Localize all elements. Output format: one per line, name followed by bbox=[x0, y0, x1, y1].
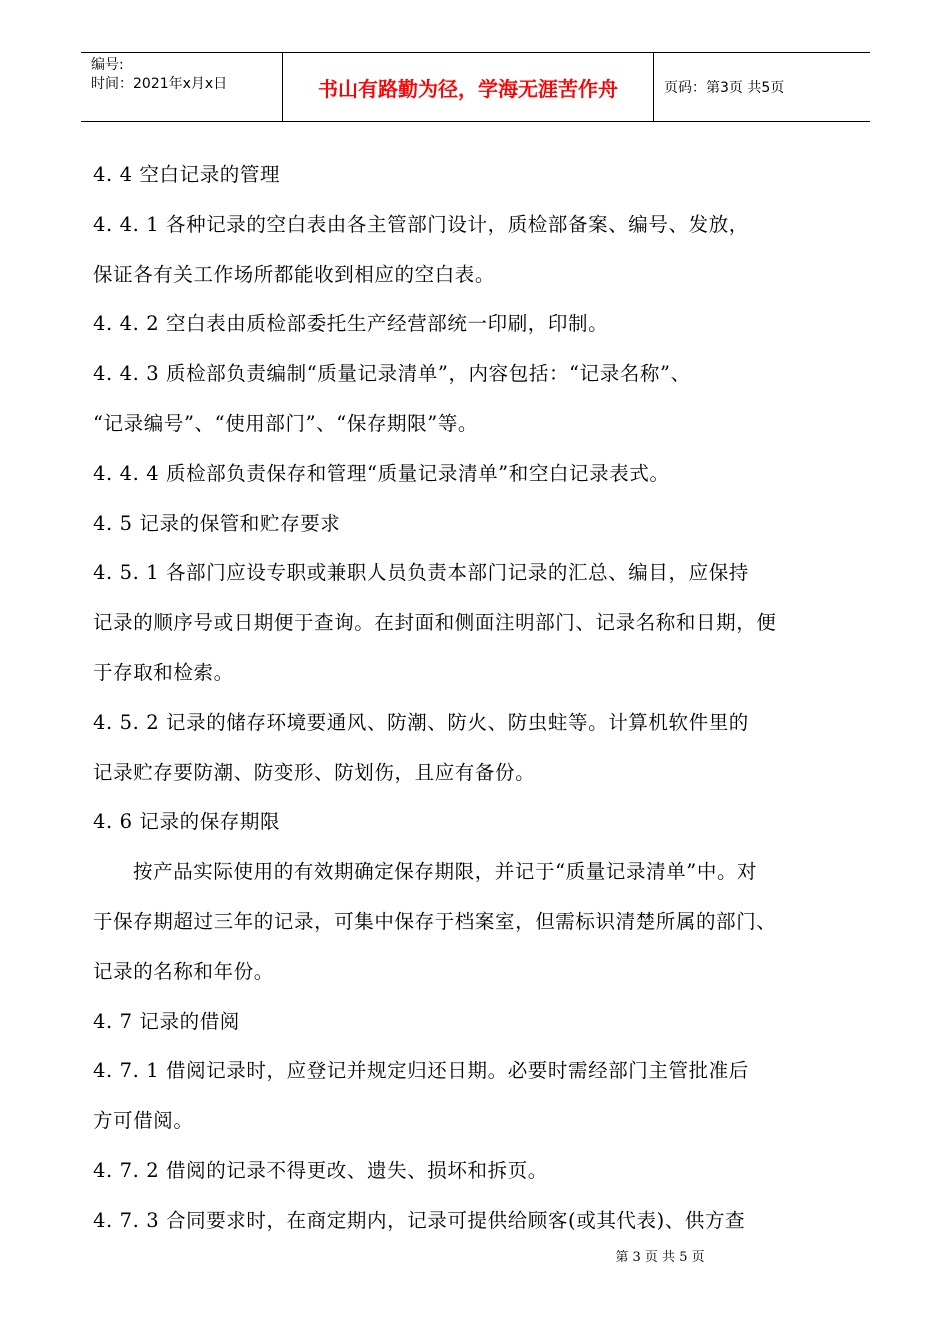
text-line: 4. 7 记录的借阅 bbox=[93, 1009, 240, 1033]
text-line: 4. 5. 2 记录的储存环境要通风、防潮、防火、防虫蛀等。计算机软件里的 bbox=[93, 710, 749, 734]
text-line: 4. 4 空白记录的管理 bbox=[93, 163, 281, 186]
text-line: 于保存期超过三年的记录，可集中保存于档案室，但需标识清楚所属的部门、 bbox=[93, 909, 777, 933]
header-info-cell bbox=[81, 53, 283, 121]
text-line: 4. 4. 2 空白表由质检部委托生产经营部统一印刷，印制。 bbox=[93, 312, 609, 336]
text-line: 4. 4. 4 质检部负责保存和管理“质量记录清单”和空白记录表式。 bbox=[93, 461, 670, 485]
text-line: 保证各有关工作场所都能收到相应的空白表。 bbox=[93, 262, 496, 286]
text-line: 方可借阅。 bbox=[93, 1109, 194, 1133]
header-motto: 书山有路勤为径，学海无涯苦作舟 bbox=[283, 53, 654, 121]
text-line: 4. 5 记录的保管和贮存要求 bbox=[93, 511, 341, 535]
document-body bbox=[93, 150, 863, 1246]
text-line: 记录的顺序号或日期便于查询。在封面和侧面注明部门、记录名称和日期，便 bbox=[93, 611, 777, 635]
page-header bbox=[81, 52, 870, 122]
text-line: 4. 7. 1 借阅记录时，应登记并规定归还日期。必要时需经部门主管批准后 bbox=[93, 1059, 749, 1083]
text-line: 4. 7. 2 借阅的记录不得更改、遗失、损坏和拆页。 bbox=[93, 1158, 548, 1182]
time-label: 时间：2021年x月x日 bbox=[91, 76, 228, 92]
page-label-text: 页码：第3页 共5页 bbox=[664, 80, 785, 96]
text-line: 4. 7. 3 合同要求时，在商定期内，记录可提供给顾客(或其代表)、供方查 bbox=[93, 1208, 746, 1232]
text-line: 记录贮存要防潮、防变形、防划伤，且应有备份。 bbox=[93, 760, 536, 784]
footer-page-number: 第 3 页 共 5 页 bbox=[615, 1250, 705, 1265]
text-line: 4. 6 记录的保存期限 bbox=[93, 810, 281, 834]
text-line: 记录的名称和年份。 bbox=[93, 959, 274, 983]
text-line: 按产品实际使用的有效期确定保存期限，并记于“质量记录清单”中。对 bbox=[133, 860, 758, 884]
text-line: 4. 4. 1 各种记录的空白表由各主管部门设计，质检部备案、编号、发放， bbox=[93, 212, 749, 236]
number-label: 编号: bbox=[91, 57, 124, 73]
header-page-label bbox=[664, 53, 870, 121]
text-line: 4. 5. 1 各部门应设专职或兼职人员负责本部门记录的汇总、编目，应保持 bbox=[93, 561, 749, 585]
text-line: 于存取和检索。 bbox=[93, 660, 234, 684]
page-footer bbox=[0, 1246, 950, 1265]
text-line: “记录编号”、“使用部门”、“保存期限”等。 bbox=[93, 411, 479, 435]
text-line: 4. 4. 3 质检部负责编制“质量记录清单”，内容包括：“记录名称”、 bbox=[93, 362, 691, 386]
